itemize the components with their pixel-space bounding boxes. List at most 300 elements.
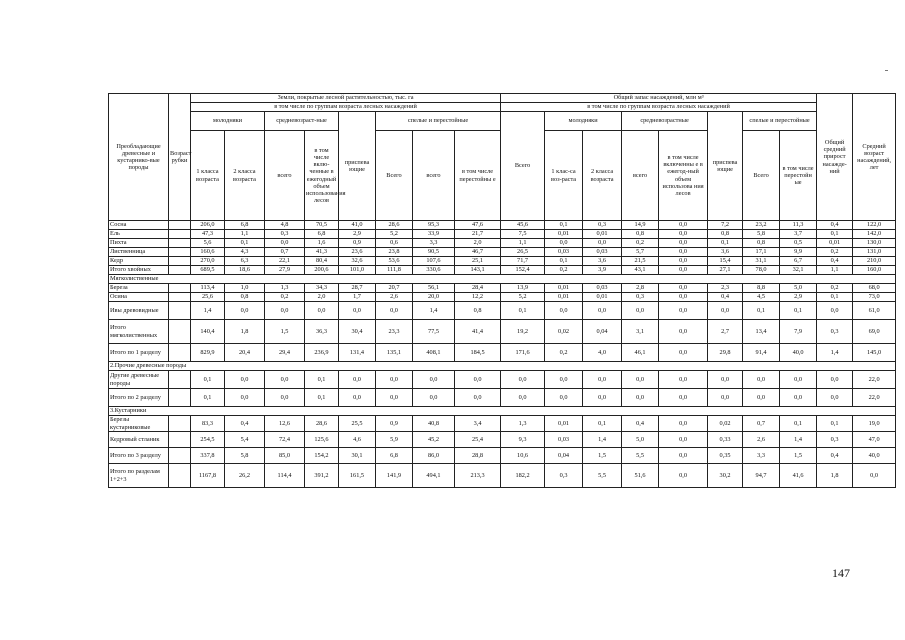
row-value: 0,6 — [376, 239, 413, 248]
row-value: 3,3 — [413, 239, 455, 248]
land-mature-header: спелые и перестойные — [376, 112, 501, 131]
row-species-name: Другие древесные породы — [109, 371, 169, 389]
row-value: 0,0 — [225, 302, 265, 320]
row-value: 391,2 — [305, 464, 339, 488]
row-value: 41,0 — [339, 221, 376, 230]
row-value: 0,3 — [265, 230, 305, 239]
row-value: 28,7 — [339, 284, 376, 293]
row-value: 10,6 — [501, 448, 545, 464]
row-value: 20,4 — [225, 344, 265, 362]
row-value: 0,0 — [708, 371, 743, 389]
row-cutting-age — [169, 371, 191, 389]
row-value: 1167,8 — [191, 464, 225, 488]
land-by-age-header: в том числе по группам возраста лесных насаждений — [191, 103, 501, 112]
row-value: 23,8 — [376, 248, 413, 257]
row-species-name: Кедр — [109, 257, 169, 266]
row-value: 0,0 — [455, 371, 501, 389]
row-value: 130,0 — [853, 239, 896, 248]
row-species-name: Береза — [109, 284, 169, 293]
row-value: 0,0 — [659, 464, 708, 488]
row-value: 0,03 — [583, 248, 622, 257]
row-value: 0,8 — [708, 230, 743, 239]
row-value: 0,0 — [743, 389, 780, 407]
land-total-header: Всего — [376, 131, 413, 221]
row-value: 5,2 — [501, 293, 545, 302]
land-middle-header: средневозраст-ные — [265, 112, 339, 131]
row-value: 41,3 — [305, 248, 339, 257]
row-value: 494,1 — [413, 464, 455, 488]
row-value: 0,1 — [583, 416, 622, 432]
row-value: 143,1 — [455, 266, 501, 275]
row-value: 1,5 — [583, 448, 622, 464]
section-row — [109, 275, 896, 284]
row-value: 0,01 — [545, 416, 583, 432]
row-value: 0,4 — [708, 293, 743, 302]
row-value: 1,0 — [225, 284, 265, 293]
row-cutting-age — [169, 302, 191, 320]
row-value: 0,0 — [455, 389, 501, 407]
row-value: 41,4 — [455, 320, 501, 344]
row-value: 236,9 — [305, 344, 339, 362]
row-value: 22,0 — [853, 371, 896, 389]
row-value: 0,0 — [659, 266, 708, 275]
row-value: 160,0 — [853, 266, 896, 275]
forest-stock-table — [108, 93, 896, 488]
row-value: 28,6 — [376, 221, 413, 230]
row-value: 0,0 — [659, 248, 708, 257]
row-value: 0,0 — [265, 371, 305, 389]
row-value: 94,7 — [743, 464, 780, 488]
row-value: 17,1 — [743, 248, 780, 257]
row-value: 5,8 — [225, 448, 265, 464]
row-value: 19,0 — [853, 416, 896, 432]
row-species-name: Ивы древовидные — [109, 302, 169, 320]
row-value: 15,4 — [708, 257, 743, 266]
row-cutting-age — [169, 221, 191, 230]
row-value: 83,3 — [191, 416, 225, 432]
stock-middle-header: средневозрастные — [622, 112, 708, 131]
row-value: 45,2 — [413, 432, 455, 448]
row-value: 22,0 — [853, 389, 896, 407]
row-value: 0,4 — [622, 416, 659, 432]
row-value: 0,0 — [659, 257, 708, 266]
stock-mature-total: Всего — [743, 131, 780, 221]
row-value: 0,5 — [780, 239, 817, 248]
row-value: 0,0 — [622, 371, 659, 389]
table-body — [109, 221, 896, 488]
row-value: 20,7 — [376, 284, 413, 293]
row-value: 0,35 — [708, 448, 743, 464]
row-value: 0,0 — [780, 371, 817, 389]
row-value: 0,1 — [545, 257, 583, 266]
row-value: 0,0 — [659, 284, 708, 293]
row-value: 6,8 — [225, 221, 265, 230]
row-value: 4,0 — [583, 344, 622, 362]
row-species-name: Березы кустарниковые — [109, 416, 169, 432]
row-value: 5,8 — [743, 230, 780, 239]
col-species: Преобладающие древесные и кустарнико-вые породы — [109, 94, 169, 221]
row-value: 0,0 — [545, 239, 583, 248]
land-young-class1: 1 класса возраста — [191, 131, 225, 221]
row-value: 20,0 — [413, 293, 455, 302]
row-value: 51,6 — [622, 464, 659, 488]
row-value: 69,0 — [853, 320, 896, 344]
stock-middle-included: в том числе включенны е в ежегод-ный объем использова ния лесов — [659, 131, 708, 221]
row-value: 213,3 — [455, 464, 501, 488]
row-value: 0,1 — [501, 302, 545, 320]
row-value: 26,2 — [225, 464, 265, 488]
row-value: 0,0 — [265, 389, 305, 407]
row-value: 270,0 — [191, 257, 225, 266]
row-value: 200,6 — [305, 266, 339, 275]
row-value: 0,0 — [622, 302, 659, 320]
row-value: 12,6 — [265, 416, 305, 432]
row-value: 0,0 — [225, 371, 265, 389]
row-value: 23,3 — [376, 320, 413, 344]
row-value: 61,0 — [853, 302, 896, 320]
section-title: 3.Кустарники — [109, 407, 896, 416]
row-value: 3,6 — [583, 257, 622, 266]
row-value: 131,4 — [339, 344, 376, 362]
row-value: 0,7 — [265, 248, 305, 257]
row-value: 0,0 — [743, 371, 780, 389]
row-value: 0,7 — [743, 416, 780, 432]
row-value: 0,1 — [743, 302, 780, 320]
row-value: 5,5 — [622, 448, 659, 464]
land-young-header: молодняки — [191, 112, 265, 131]
row-value: 40,0 — [780, 344, 817, 362]
stock-young-header: молодняки — [545, 112, 622, 131]
table-row — [109, 257, 896, 266]
row-value: 0,0 — [376, 389, 413, 407]
row-cutting-age — [169, 448, 191, 464]
row-value: 0,2 — [545, 344, 583, 362]
row-value: 0,4 — [817, 448, 853, 464]
row-value: 77,5 — [413, 320, 455, 344]
row-value: 1,1 — [225, 230, 265, 239]
row-value: 3,1 — [622, 320, 659, 344]
row-value: 254,5 — [191, 432, 225, 448]
row-value: 0,8 — [743, 239, 780, 248]
row-value: 23,2 — [743, 221, 780, 230]
row-value: 0,0 — [501, 389, 545, 407]
row-species-name: Итого по разделам 1+2+3 — [109, 464, 169, 488]
row-value: 0,2 — [545, 266, 583, 275]
row-value: 41,6 — [780, 464, 817, 488]
table-row — [109, 239, 896, 248]
land-middle-total: всего — [265, 131, 305, 221]
row-value: 32,6 — [339, 257, 376, 266]
row-value: 0,0 — [659, 320, 708, 344]
row-value: 4,8 — [265, 221, 305, 230]
row-value: 0,3 — [817, 320, 853, 344]
row-value: 70,5 — [305, 221, 339, 230]
row-value: 68,0 — [853, 284, 896, 293]
row-value: 90,5 — [413, 248, 455, 257]
col-mean-increment: Общий средний прирост насажде-ний — [817, 94, 853, 221]
row-value: 5,7 — [622, 248, 659, 257]
row-value: 5,6 — [191, 239, 225, 248]
row-value: 0,03 — [583, 284, 622, 293]
row-species-name: Итого хвойных — [109, 266, 169, 275]
row-value: 85,0 — [265, 448, 305, 464]
row-cutting-age — [169, 320, 191, 344]
row-value: 0,0 — [545, 302, 583, 320]
table-row — [109, 464, 896, 488]
row-cutting-age — [169, 432, 191, 448]
row-value: 0,1 — [305, 371, 339, 389]
row-value: 7,5 — [501, 230, 545, 239]
row-value: 0,04 — [583, 320, 622, 344]
row-cutting-age — [169, 248, 191, 257]
row-value: 4,6 — [339, 432, 376, 448]
row-value: 21,5 — [622, 257, 659, 266]
table-header — [109, 94, 896, 221]
row-value: 30,4 — [339, 320, 376, 344]
row-value: 0,01 — [545, 293, 583, 302]
row-value: 0,0 — [376, 302, 413, 320]
row-value: 0,33 — [708, 432, 743, 448]
row-value: 25,4 — [455, 432, 501, 448]
row-value: 28,4 — [455, 284, 501, 293]
col-cutting-age: Возраст рубки — [169, 94, 191, 221]
row-value: 0,1 — [305, 389, 339, 407]
row-value: 34,3 — [305, 284, 339, 293]
row-value: 0,1 — [817, 293, 853, 302]
row-value: 40,8 — [413, 416, 455, 432]
stock-total-header: Всего — [501, 112, 545, 221]
row-value: 3,3 — [743, 448, 780, 464]
row-value: 46,7 — [455, 248, 501, 257]
row-value: 13,9 — [501, 284, 545, 293]
row-value: 78,0 — [743, 266, 780, 275]
row-value: 1,7 — [339, 293, 376, 302]
row-value: 0,0 — [817, 389, 853, 407]
row-cutting-age — [169, 344, 191, 362]
row-species-name: Осина — [109, 293, 169, 302]
row-value: 0,9 — [376, 416, 413, 432]
row-value: 5,2 — [376, 230, 413, 239]
table-row — [109, 320, 896, 344]
row-value: 18,6 — [225, 266, 265, 275]
row-value: 29,4 — [265, 344, 305, 362]
row-value: 337,8 — [191, 448, 225, 464]
row-value: 12,2 — [455, 293, 501, 302]
row-value: 0,0 — [659, 416, 708, 432]
table-row — [109, 230, 896, 239]
row-species-name: Итого по 1 разделу — [109, 344, 169, 362]
row-species-name: Сосна — [109, 221, 169, 230]
row-value: 0,0 — [817, 371, 853, 389]
stock-young-class2: 2 класса возраста — [583, 131, 622, 221]
section-title: 2.Прочие древесные породы — [109, 362, 896, 371]
row-value: 0,9 — [339, 239, 376, 248]
row-value: 0,0 — [545, 371, 583, 389]
row-value: 0,0 — [817, 302, 853, 320]
row-value: 1,4 — [780, 432, 817, 448]
table-row — [109, 344, 896, 362]
row-value: 6,8 — [305, 230, 339, 239]
row-value: 0,02 — [708, 416, 743, 432]
row-value: 86,0 — [413, 448, 455, 464]
row-value: 27,1 — [708, 266, 743, 275]
row-value: 408,1 — [413, 344, 455, 362]
row-value: 1,6 — [305, 239, 339, 248]
row-value: 2,9 — [339, 230, 376, 239]
land-middle-included: в том числе вклю-ченные в ежегодный объем использования лесов — [305, 131, 339, 221]
row-value: 6,8 — [376, 448, 413, 464]
row-cutting-age — [169, 389, 191, 407]
row-value: 53,6 — [376, 257, 413, 266]
row-value: 31,1 — [743, 257, 780, 266]
row-value: 0,1 — [191, 371, 225, 389]
row-value: 9,9 — [780, 248, 817, 257]
row-value: 1,4 — [817, 344, 853, 362]
row-value: 13,4 — [743, 320, 780, 344]
row-value: 131,0 — [853, 248, 896, 257]
row-value: 142,0 — [853, 230, 896, 239]
row-value: 0,0 — [659, 389, 708, 407]
row-value: 1,3 — [265, 284, 305, 293]
row-value: 95,3 — [413, 221, 455, 230]
row-value: 0,0 — [622, 389, 659, 407]
row-value: 43,1 — [622, 266, 659, 275]
row-value: 3,9 — [583, 266, 622, 275]
table-row — [109, 416, 896, 432]
row-value: 5,0 — [780, 284, 817, 293]
row-value: 22,1 — [265, 257, 305, 266]
row-value: 0,8 — [622, 230, 659, 239]
row-value: 114,4 — [265, 464, 305, 488]
row-value: 1,1 — [501, 239, 545, 248]
row-value: 7,9 — [780, 320, 817, 344]
row-value: 0,0 — [583, 371, 622, 389]
row-value: 206,0 — [191, 221, 225, 230]
land-overmature: в том числе перестойны е — [455, 131, 501, 221]
land-group-header: Земли, покрытые лесной растительностью, тыс. га — [191, 94, 501, 103]
row-value: 23,6 — [339, 248, 376, 257]
row-value: 0,1 — [817, 416, 853, 432]
row-value: 72,4 — [265, 432, 305, 448]
row-value: 45,6 — [501, 221, 545, 230]
row-value: 0,0 — [339, 389, 376, 407]
row-value: 3,6 — [708, 248, 743, 257]
row-value: 0,4 — [817, 221, 853, 230]
row-value: 2,0 — [305, 293, 339, 302]
row-value: 0,01 — [817, 239, 853, 248]
row-species-name: Пихта — [109, 239, 169, 248]
row-value: 3,7 — [780, 230, 817, 239]
row-value: 26,5 — [501, 248, 545, 257]
row-value: 4,5 — [743, 293, 780, 302]
row-cutting-age — [169, 257, 191, 266]
row-value: 0,01 — [545, 230, 583, 239]
table-row — [109, 302, 896, 320]
table-row — [109, 432, 896, 448]
row-value: 0,1 — [780, 416, 817, 432]
row-value: 25,1 — [455, 257, 501, 266]
row-value: 6,7 — [780, 257, 817, 266]
table-row — [109, 221, 896, 230]
row-value: 5,5 — [583, 464, 622, 488]
row-value: 6,3 — [225, 257, 265, 266]
row-value: 36,3 — [305, 320, 339, 344]
page-edge-mark — [885, 70, 888, 71]
row-value: 56,1 — [413, 284, 455, 293]
row-value: 140,4 — [191, 320, 225, 344]
row-value: 8,8 — [743, 284, 780, 293]
row-value: 145,0 — [853, 344, 896, 362]
row-value: 0,03 — [545, 432, 583, 448]
land-mature-total: всего — [413, 131, 455, 221]
row-value: 107,6 — [413, 257, 455, 266]
row-value: 2,3 — [708, 284, 743, 293]
row-value: 210,0 — [853, 257, 896, 266]
row-value: 0,2 — [622, 239, 659, 248]
table-row — [109, 371, 896, 389]
row-value: 0,0 — [583, 389, 622, 407]
row-value: 5,0 — [622, 432, 659, 448]
row-value: 11,3 — [780, 221, 817, 230]
section-row — [109, 407, 896, 416]
row-value: 29,8 — [708, 344, 743, 362]
land-maturing-header: приспева ющие — [339, 112, 376, 221]
row-value: 40,0 — [853, 448, 896, 464]
row-value: 1,5 — [780, 448, 817, 464]
row-value: 113,4 — [191, 284, 225, 293]
table-row — [109, 248, 896, 257]
row-value: 28,6 — [305, 416, 339, 432]
row-value: 0,0 — [659, 344, 708, 362]
row-value: 0,3 — [583, 221, 622, 230]
page-number: 147 — [832, 566, 850, 580]
row-value: 0,0 — [659, 432, 708, 448]
row-value: 91,4 — [743, 344, 780, 362]
row-value: 154,2 — [305, 448, 339, 464]
row-value: 19,2 — [501, 320, 545, 344]
row-value: 0,8 — [225, 293, 265, 302]
row-species-name: Лиственница — [109, 248, 169, 257]
stock-mature-header: спелые и перестойные — [743, 112, 817, 131]
row-value: 0,0 — [413, 389, 455, 407]
row-value: 46,1 — [622, 344, 659, 362]
row-value: 0,8 — [455, 302, 501, 320]
row-value: 0,1 — [545, 221, 583, 230]
row-cutting-age — [169, 230, 191, 239]
row-value: 0,0 — [265, 302, 305, 320]
row-value: 182,2 — [501, 464, 545, 488]
row-value: 0,0 — [659, 230, 708, 239]
row-value: 21,7 — [455, 230, 501, 239]
row-value: 0,0 — [659, 239, 708, 248]
row-value: 33,9 — [413, 230, 455, 239]
row-value: 73,0 — [853, 293, 896, 302]
row-value: 30,1 — [339, 448, 376, 464]
row-value: 0,1 — [191, 389, 225, 407]
row-value: 0,01 — [583, 230, 622, 239]
row-value: 0,0 — [659, 371, 708, 389]
section-row — [109, 362, 896, 371]
row-value: 5,4 — [225, 432, 265, 448]
row-value: 0,1 — [225, 239, 265, 248]
col-mean-age: Средний возраст насаждений, лет — [853, 94, 896, 221]
row-value: 1,1 — [817, 266, 853, 275]
row-value: 0,0 — [780, 389, 817, 407]
table-row — [109, 266, 896, 275]
row-value: 71,7 — [501, 257, 545, 266]
row-value: 0,1 — [708, 239, 743, 248]
row-value: 0,0 — [376, 371, 413, 389]
